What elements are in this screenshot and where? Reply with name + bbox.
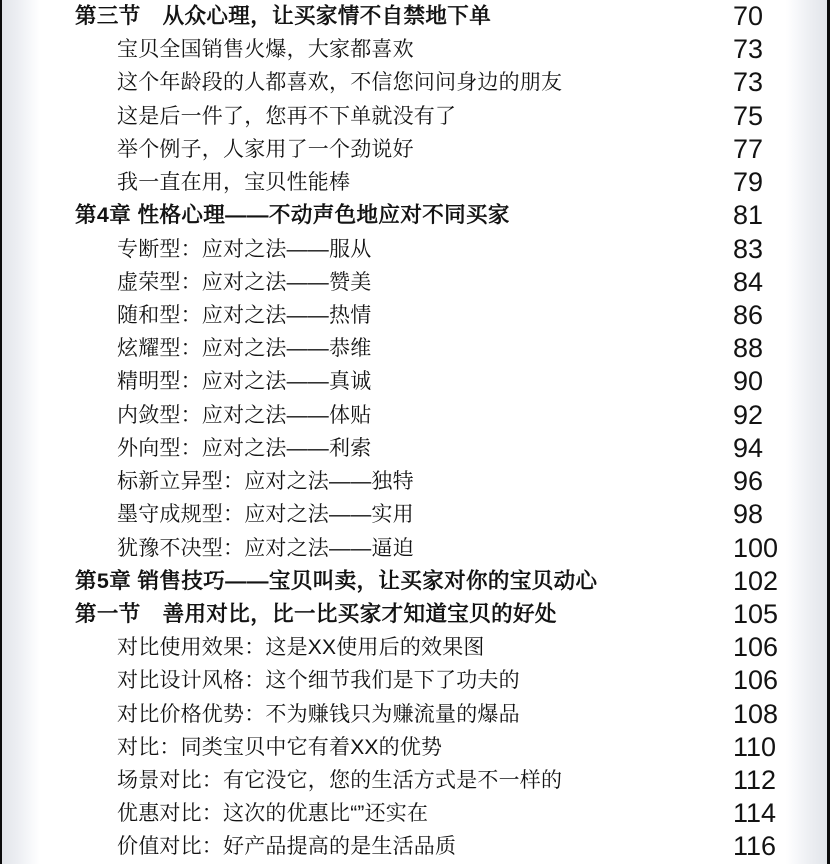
toc-entry-page-number: 100 xyxy=(733,532,779,563)
toc-entry[interactable] xyxy=(40,166,787,199)
toc-entry[interactable] xyxy=(40,764,787,797)
toc-entry[interactable] xyxy=(40,465,787,498)
toc-list xyxy=(40,0,787,864)
toc-entry[interactable] xyxy=(40,199,787,232)
toc-entry-page-number: 112 xyxy=(733,765,777,796)
toc-entry-title: 这是后一件了，您再不下单就没有了 xyxy=(117,104,457,128)
toc-entry-page-number: 106 xyxy=(733,632,779,663)
toc-entry[interactable] xyxy=(40,399,787,432)
toc-entry-page-number: 73 xyxy=(733,67,764,98)
toc-entry[interactable] xyxy=(40,565,787,598)
toc-entry[interactable] xyxy=(40,830,787,863)
toc-entry-page-number: 84 xyxy=(733,266,764,297)
toc-entry[interactable] xyxy=(40,332,787,365)
toc-entry-title: 场景对比：有它没它，您的生活方式是不一样的 xyxy=(117,769,563,793)
toc-entry-title: 虚荣型：应对之法——赞美 xyxy=(117,270,372,294)
toc-entry-page-number: 88 xyxy=(733,333,764,364)
toc-entry[interactable] xyxy=(40,498,787,531)
toc-entry-title: 随和型：应对之法——热情 xyxy=(117,303,372,327)
toc-entry-title: 价值对比：好产品提高的是生活品质 xyxy=(117,835,457,859)
toc-entry-title: 第5章 销售技巧——宝贝叫卖，让买家对你的宝贝动心 xyxy=(75,568,598,593)
toc-entry-page-number: 98 xyxy=(733,499,764,530)
toc-entry[interactable] xyxy=(40,631,787,664)
toc-entry-page-number: 70 xyxy=(733,1,764,31)
toc-entry-page-number: 110 xyxy=(733,731,777,762)
toc-entry-page-number: 96 xyxy=(733,466,764,497)
toc-entry-title: 精明型：应对之法——真诚 xyxy=(117,370,372,394)
toc-entry-page-number: 73 xyxy=(733,34,764,65)
toc-entry-page-number: 86 xyxy=(733,299,764,330)
toc-entry[interactable] xyxy=(40,598,787,631)
toc-entry[interactable] xyxy=(40,0,787,33)
toc-entry-title: 宝贝全国销售火爆，大家都喜欢 xyxy=(117,38,414,62)
toc-entry-page-number: 92 xyxy=(733,399,764,430)
toc-entry[interactable] xyxy=(40,365,787,398)
page-right-edge-shadow xyxy=(786,0,830,864)
toc-entry-page-number: 106 xyxy=(733,665,779,696)
toc-entry-page-number: 114 xyxy=(733,798,777,829)
toc-entry[interactable] xyxy=(40,432,787,465)
toc-entry[interactable] xyxy=(40,299,787,332)
toc-entry-page-number: 83 xyxy=(733,233,764,264)
toc-entry-page-number: 90 xyxy=(733,366,764,397)
toc-entry-title: 对比价格优势：不为赚钱只为赚流量的爆品 xyxy=(117,702,520,726)
toc-entry-title: 优惠对比：这次的优惠比“”还实在 xyxy=(117,802,429,826)
toc-entry-page-number: 102 xyxy=(733,565,779,596)
toc-entry[interactable] xyxy=(40,698,787,731)
toc-entry-title: 炫耀型：应对之法——恭维 xyxy=(117,337,372,361)
toc-entry[interactable] xyxy=(40,66,787,99)
toc-entry-title: 第三节 从众心理，让买家情不自禁地下单 xyxy=(75,4,492,28)
toc-entry[interactable] xyxy=(40,797,787,830)
toc-entry-title: 对比设计风格：这个细节我们是下了功夫的 xyxy=(117,669,520,693)
toc-entry-title: 这个年龄段的人都喜欢，不信您问问身边的朋友 xyxy=(117,71,563,95)
toc-entry-title: 我一直在用，宝贝性能棒 xyxy=(117,171,351,195)
toc-entry[interactable] xyxy=(40,233,787,266)
toc-entry[interactable] xyxy=(40,100,787,133)
toc-entry-title: 第4章 性格心理——不动声色地应对不同买家 xyxy=(75,203,510,228)
toc-entry-title: 对比使用效果：这是XX使用后的效果图 xyxy=(117,636,485,660)
toc-entry-title: 墨守成规型：应对之法——实用 xyxy=(117,503,414,527)
toc-entry[interactable] xyxy=(40,532,787,565)
toc-entry-page-number: 105 xyxy=(733,598,779,629)
toc-entry-title: 犹豫不决型：应对之法——逼迫 xyxy=(117,536,414,560)
toc-entry-title: 外向型：应对之法——利索 xyxy=(117,436,372,460)
toc-entry[interactable] xyxy=(40,133,787,166)
toc-entry[interactable] xyxy=(40,266,787,299)
page-left-edge-shadow xyxy=(0,0,40,864)
toc-entry-page-number: 116 xyxy=(733,831,777,862)
toc-entry-page-number: 108 xyxy=(733,698,779,729)
toc-entry[interactable] xyxy=(40,33,787,66)
toc-entry-page-number: 75 xyxy=(733,100,764,131)
toc-entry[interactable] xyxy=(40,664,787,697)
toc-entry-page-number: 81 xyxy=(733,200,764,231)
toc-entry-page-number: 77 xyxy=(733,133,764,164)
toc-entry-title: 举个例子，人家用了一个劲说好 xyxy=(117,137,414,161)
toc-entry-title: 第一节 善用对比，比一比买家才知道宝贝的好处 xyxy=(75,601,557,626)
toc-entry-page-number: 94 xyxy=(733,432,764,463)
toc-entry-page-number: 79 xyxy=(733,167,764,198)
toc-entry-title: 标新立异型：应对之法——独特 xyxy=(117,470,414,494)
toc-entry-title: 专断型：应对之法——服从 xyxy=(117,237,372,261)
toc-entry-title: 对比：同类宝贝中它有着XX的优势 xyxy=(117,735,443,759)
toc-entry-title: 内敛型：应对之法——体贴 xyxy=(117,403,372,427)
toc-entry[interactable] xyxy=(40,731,787,764)
